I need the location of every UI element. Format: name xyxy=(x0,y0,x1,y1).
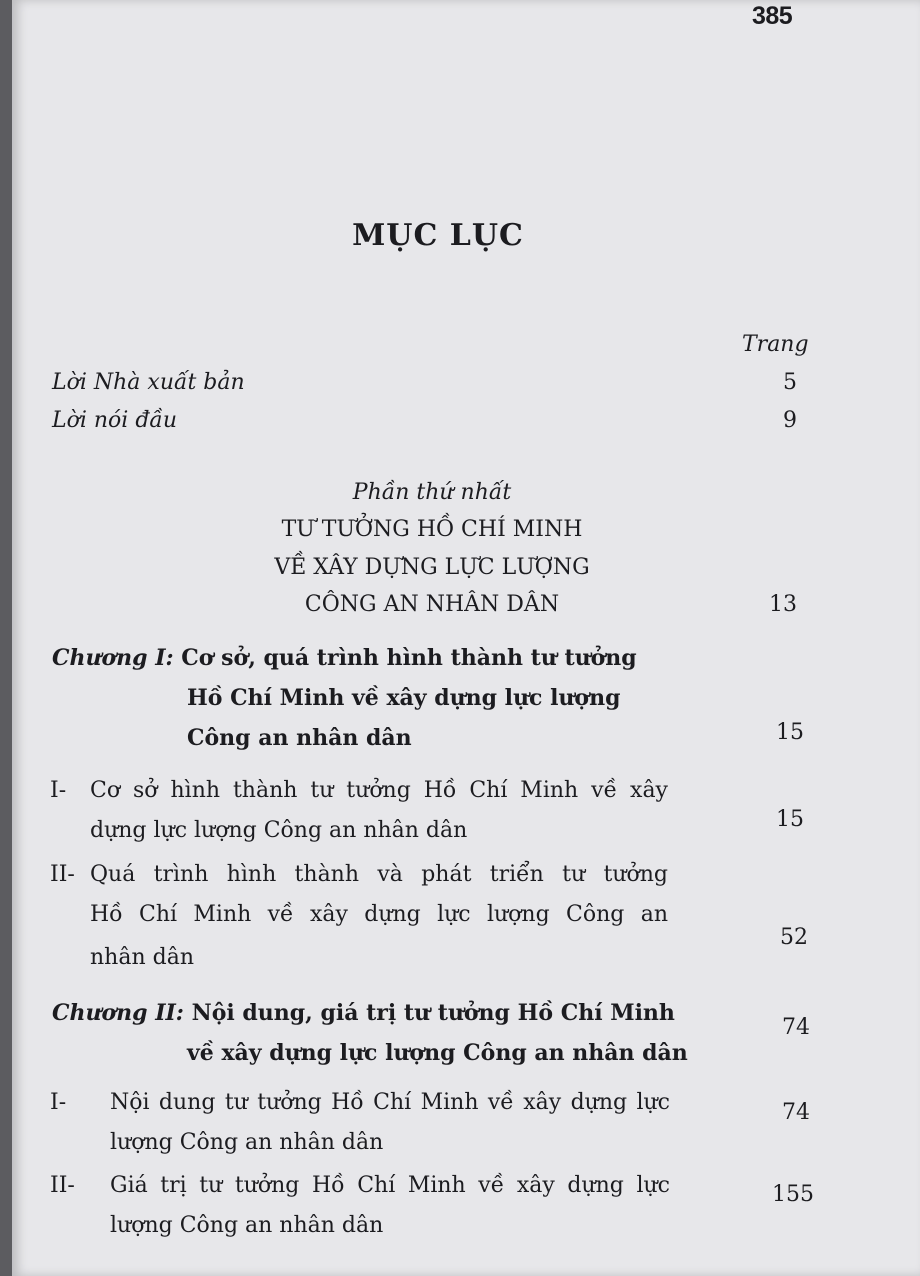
part-title-line: VỀ XÂY DỰNG LỰC LƯỢNG xyxy=(274,555,590,580)
section-title-line: Cơ sở hình thành tư tưởng Hồ Chí Minh về xây xyxy=(90,778,668,803)
part-label: Phần thứ nhất xyxy=(352,480,512,505)
toc-entry-page: 52 xyxy=(780,925,808,950)
toc-entry-page: 15 xyxy=(776,720,804,745)
chapter-title-line: Hồ Chí Minh về xây dựng lực lượng xyxy=(187,685,621,711)
section-title-line: Giá trị tư tưởng Hồ Chí Minh về xây dựng lực xyxy=(110,1173,670,1198)
toc-entry-page: 9 xyxy=(783,408,797,433)
section-title-line: Hồ Chí Minh về xây dựng lực lượng Công an xyxy=(90,902,668,927)
toc-entry-page: 74 xyxy=(782,1015,810,1040)
chapter-title xyxy=(52,1000,675,1026)
section-title-line: dựng lực lượng Công an nhân dân xyxy=(90,818,468,843)
chapter-title-line: Cơ sở, quá trình hình thành tư tưởng xyxy=(181,645,637,671)
section-title-line: lượng Công an nhân dân xyxy=(110,1213,384,1238)
toc-entry-page: 13 xyxy=(769,592,797,617)
part-title-line: TƯ TƯỞNG HỒ CHÍ MINH xyxy=(281,517,583,542)
chapter-title-line: về xây dựng lực lượng Công an nhân dân xyxy=(187,1040,688,1066)
toc-entry-page: 5 xyxy=(783,370,797,395)
page-column-header: Trang xyxy=(742,332,809,357)
section-number: II- xyxy=(50,862,75,887)
chapter-prefix: Chương II: xyxy=(52,1000,184,1026)
chapter-title xyxy=(52,645,637,671)
section-number: II- xyxy=(50,1173,75,1198)
part-title-line: CÔNG AN NHÂN DÂN xyxy=(304,592,560,617)
toc-entry-foreword: Lời nói đầu xyxy=(52,408,178,433)
book-page xyxy=(12,0,920,1276)
section-title-line: Nội dung tư tưởng Hồ Chí Minh về xây dựng lực xyxy=(110,1090,670,1115)
chapter-title-line: Công an nhân dân xyxy=(187,725,412,751)
section-number: I- xyxy=(50,778,67,803)
toc-entry-page: 155 xyxy=(772,1182,814,1207)
toc-entry-page: 74 xyxy=(782,1100,810,1125)
chapter-title-line: Nội dung, giá trị tư tưởng Hồ Chí Minh xyxy=(191,1000,675,1026)
section-title-line: Quá trình hình thành và phát triển tư tưởng xyxy=(90,862,668,887)
section-number: I- xyxy=(50,1090,67,1115)
page-title: MỤC LỤC xyxy=(352,218,524,253)
section-title-line: lượng Công an nhân dân xyxy=(110,1130,384,1155)
toc-entry-page: 15 xyxy=(776,807,804,832)
toc-entry-publisher-note: Lời Nhà xuất bản xyxy=(52,370,245,395)
section-title-line: nhân dân xyxy=(90,945,194,970)
chapter-prefix: Chương I: xyxy=(52,645,174,671)
page-number: 385 xyxy=(752,2,793,30)
